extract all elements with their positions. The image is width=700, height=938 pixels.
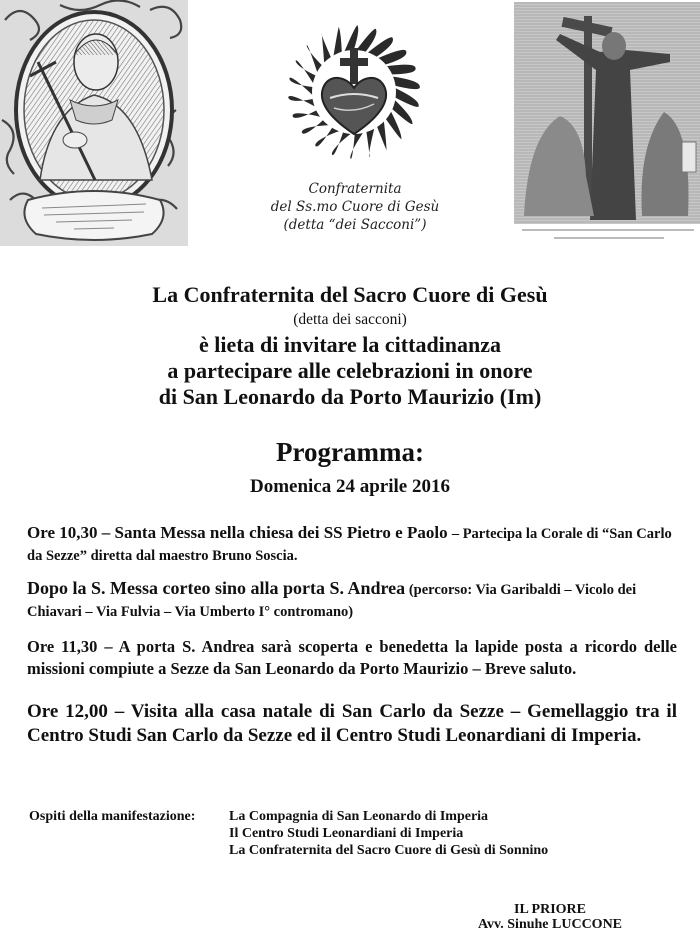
guests-section xyxy=(29,808,669,859)
program-item-main: Ore 11,30 – A porta S. Andrea sarà scoperta e benedetta la lapide posta a ricordo delle missioni compiute a Sezze da San Leonardo da Porto Maurizio – Breve saluto. xyxy=(27,637,677,678)
program-item-detail: – Partecipa la Corale di “San Carlo da Sezze” diretta dal maestro Bruno Soscia. xyxy=(27,526,672,564)
flame-icon xyxy=(332,131,353,156)
program-item-main: Ore 10,30 – Santa Messa nella chiesa dei SS Pietro e Paolo xyxy=(27,523,452,542)
signature-role: IL PRIORE xyxy=(514,902,586,917)
san-leonardo-engraving-icon xyxy=(514,2,700,246)
program-heading: Programma: xyxy=(276,437,424,467)
event-date: Domenica 24 aprile 2016 xyxy=(249,476,450,497)
caption-line: Confraternita xyxy=(308,181,402,197)
program-item xyxy=(27,522,677,567)
flame-icon xyxy=(289,78,314,97)
invitation-title: La Confraternita del Sacro Cuore di Gesù xyxy=(152,282,548,307)
sacred-heart-emblem xyxy=(284,14,424,164)
flame-icon xyxy=(350,131,364,159)
guest-item: Il Centro Studi Leonardiani di Imperia xyxy=(229,826,464,841)
program-item-main: Ore 12,00 – Visita alla casa natale di San Carlo da Sezze – Gemellaggio tra il Centro Studi San Carlo da Sezze ed il Centro Studi Leonardiani di Imperia. xyxy=(27,701,677,746)
caption-line: del Ss.mo Cuore di Gesù xyxy=(270,199,440,215)
portrait-engraving-left xyxy=(0,0,188,246)
program-item xyxy=(27,636,677,680)
guest-item: La Confraternita del Sacro Cuore di Gesù di Sonnino xyxy=(229,843,549,858)
invitation-line: di San Leonardo da Porto Maurizio (Im) xyxy=(158,384,542,409)
signature-block xyxy=(440,902,660,932)
guests-list xyxy=(229,808,548,859)
emblem-caption xyxy=(230,180,480,234)
engraving-san-leonardo xyxy=(514,2,700,246)
invitation-subtitle: (detta dei sacconi) xyxy=(293,311,407,328)
program-item xyxy=(27,578,677,623)
program-item xyxy=(27,700,677,748)
guest-item: La Compagnia di San Leonardo di Imperia xyxy=(229,809,489,824)
invitation-line: a partecipare alle celebrazioni in onore xyxy=(167,358,533,383)
program-item-detail: (percorso: Via Garibaldi – Vicolo dei Chiavari – Via Fulvia – Via Umberto I° contromano) xyxy=(27,582,637,620)
friar-portrait-icon xyxy=(0,0,188,246)
guests-label: Ospiti della manifestazione: xyxy=(29,809,196,824)
invitation-line: è lieta di invitare la cittadinanza xyxy=(198,332,502,357)
sacred-heart-icon xyxy=(284,14,424,164)
caption-line: (detta “dei Sacconi”) xyxy=(283,217,427,233)
signature-name: Avv. Sinuhe LUCCONE xyxy=(477,917,623,932)
program-item-main: Dopo la S. Messa corteo sino alla porta S. Andrea xyxy=(27,578,406,598)
